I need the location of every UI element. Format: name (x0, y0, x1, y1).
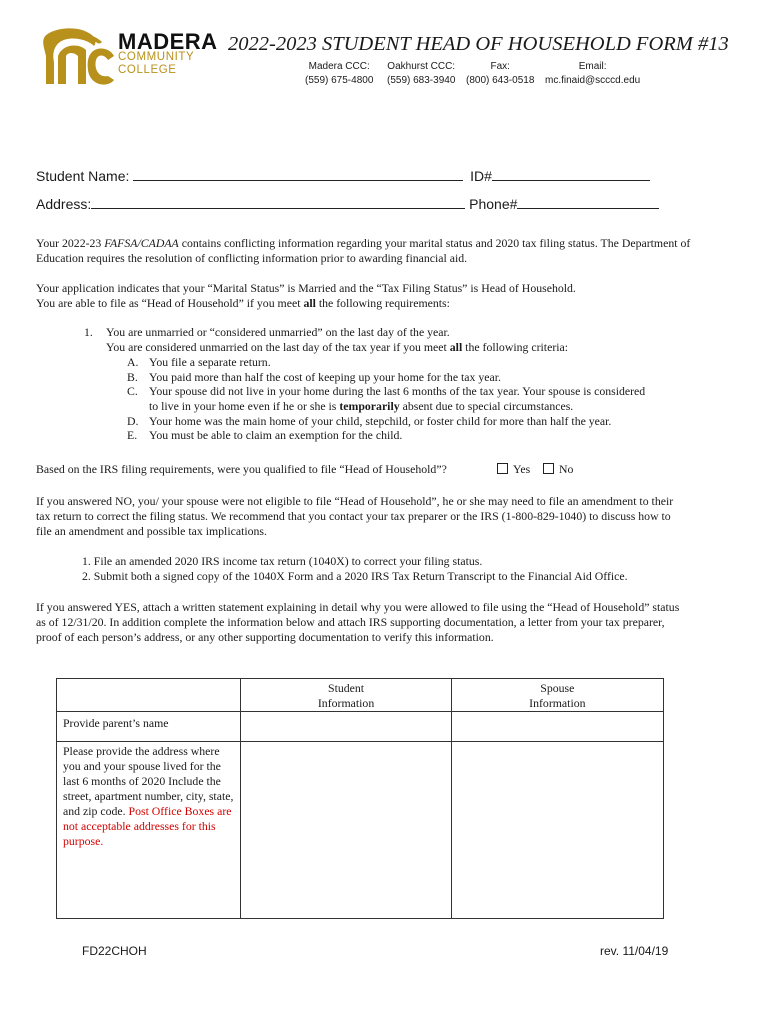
form-title: 2022-2023 STUDENT HEAD OF HOUSEHOLD FORM #13 (228, 33, 729, 55)
college-logo (38, 26, 218, 88)
po-box-warning: Post Office Boxes are not acceptable addresses for this purpose. (63, 804, 232, 848)
intro-text: Your application indicates that your “Marital Status” is Married and the “Tax Filing Status” is Head of Household. (36, 281, 576, 295)
contact-email (545, 60, 640, 88)
spouse-parent-name-cell[interactable] (451, 712, 663, 742)
spouse-info-header: Spouse Information (451, 679, 663, 712)
table-row (57, 742, 664, 919)
contact-value: (559) 675-4800 (305, 75, 374, 86)
emphasis-all: all (449, 340, 463, 354)
hoh-question: Based on the IRS filing requirements, were you qualified to file “Head of Household”? (36, 462, 447, 476)
criteria-text-continued (149, 399, 573, 414)
criteria-text: absent due to special circumstances. (399, 399, 574, 413)
criteria-letter: D. (127, 414, 139, 428)
requirement-line (106, 340, 568, 355)
student-info-header: Student Information (241, 679, 451, 712)
requirement-text: the following criteria: (462, 340, 569, 354)
yes-option[interactable] (497, 462, 530, 477)
phone-label: Phone# (469, 196, 518, 212)
contact-oakhurst (387, 60, 455, 88)
no-step-2: 2. Submit both a signed copy of the 1040X Form and a 2020 IRS Tax Return Transcript to the Financial Aid Office. (82, 569, 628, 583)
id-label: ID# (470, 168, 492, 184)
contact-label: Email: (578, 61, 607, 72)
criteria-letter: E. (127, 428, 138, 442)
student-name-label: Student Name: (36, 168, 130, 184)
address-instructions (57, 742, 241, 919)
no-label: No (559, 462, 574, 476)
parent-name-label: Provide parent’s name (57, 712, 241, 742)
contact-value (545, 74, 640, 88)
address-label: Address: (36, 196, 92, 212)
criteria-text: You must be able to claim an exemption for the child. (149, 428, 403, 442)
address-instructions-text: Please provide the address where you and your spouse lived for the last 6 months of 2020 Include the street, apartment number, city, state, and zip code. (63, 744, 234, 818)
contact-value: (800) 643-0518 (466, 75, 535, 86)
yes-label: Yes (513, 462, 531, 476)
student-address-cell[interactable] (241, 742, 451, 919)
logo-emblem-icon (38, 26, 116, 88)
form-code: FD22CHOH (82, 944, 147, 958)
criteria-letter: C. (127, 384, 138, 398)
intro-paragraph-2 (36, 281, 696, 311)
logo-wordmark-college: COLLEGE (118, 64, 177, 76)
revision-date: rev. 11/04/19 (600, 944, 669, 958)
address-row (36, 194, 659, 212)
emphasis-temporarily: temporarily (339, 399, 400, 413)
criteria-text: Your spouse did not live in your home during the last 6 months of the tax year. Your spouse is considered (149, 384, 646, 398)
no-option[interactable] (543, 462, 573, 477)
intro-text: the following requirements: (315, 296, 450, 310)
phone-field[interactable] (517, 194, 659, 209)
contact-label: Madera CCC: (308, 61, 370, 72)
student-name-row (36, 166, 650, 184)
criteria-letter: B. (127, 370, 138, 384)
criteria-text: You file a separate return. (149, 355, 271, 369)
emphasis-all: all (303, 296, 316, 310)
logo-wordmark-community: COMMUNITY (118, 51, 195, 63)
contact-label: Oakhurst CCC: (387, 61, 456, 72)
contact-value: (559) 683-3940 (387, 75, 456, 86)
criteria-text: You paid more than half the cost of keeping up your home for the tax year. (149, 370, 501, 384)
table-header-row (57, 679, 664, 712)
criteria-text: Your home was the main home of your child, stepchild, or foster child for more than half the year. (149, 414, 612, 428)
fafsa-term: FAFSA/CADAA (104, 236, 179, 250)
intro-paragraph-1 (36, 236, 696, 266)
requirement-line: You are unmarried or “considered unmarried” on the last day of the year. (106, 325, 450, 339)
yes-checkbox[interactable] (497, 463, 508, 474)
spouse-address-cell[interactable] (451, 742, 663, 919)
id-field[interactable] (492, 166, 650, 181)
criteria-text: to live in your home even if he or she is (149, 399, 340, 413)
criteria-letter: A. (127, 355, 139, 369)
household-info-table (56, 678, 664, 919)
no-step-1: 1. File an amended 2020 IRS income tax return (1040X) to correct your filing status. (82, 554, 483, 568)
contact-fax (466, 60, 534, 88)
student-parent-name-cell[interactable] (241, 712, 451, 742)
no-checkbox[interactable] (543, 463, 554, 474)
contact-label: Fax: (490, 61, 510, 72)
requirement-text: You are considered unmarried on the last day of the tax year if you meet (106, 340, 450, 354)
email-link[interactable]: mc.finaid@scccd.edu (545, 75, 641, 86)
table-row (57, 712, 664, 742)
no-answer-paragraph: If you answered NO, you/ your spouse were not eligible to file “Head of Household”, he or she may need to file an amendment to their tax return to correct the filing status. We recommend that you contact your tax preparer or the IRS (1-800-829-1040) to discuss how to file an amendment and possible tax implications. (36, 494, 674, 538)
contact-madera (305, 60, 373, 88)
yes-answer-paragraph: If you answered YES, attach a written statement explaining in detail why you were allowed to file using the “Head of Household” status as of 12/31/20. In addition complete the information below and attach IRS supporting documentation, a letter from your tax preparer, proof of each person’s address, or any other supporting documentation to verify this information. (36, 600, 680, 644)
requirement-number: 1. (84, 325, 93, 339)
intro-text: contains conflicting information regarding your marital status and 2020 tax filing status. The Department of Education requires the resolution of conflicting information prior to awarding financial aid. (36, 236, 691, 265)
student-name-field[interactable] (133, 166, 463, 181)
logo-wordmark-madera: MADERA (118, 29, 218, 54)
intro-text: You are able to file as “Head of Household” if you meet (36, 296, 304, 310)
intro-text: Your 2022-23 (36, 236, 105, 250)
address-field[interactable] (91, 194, 465, 209)
table-corner-cell (57, 679, 241, 712)
